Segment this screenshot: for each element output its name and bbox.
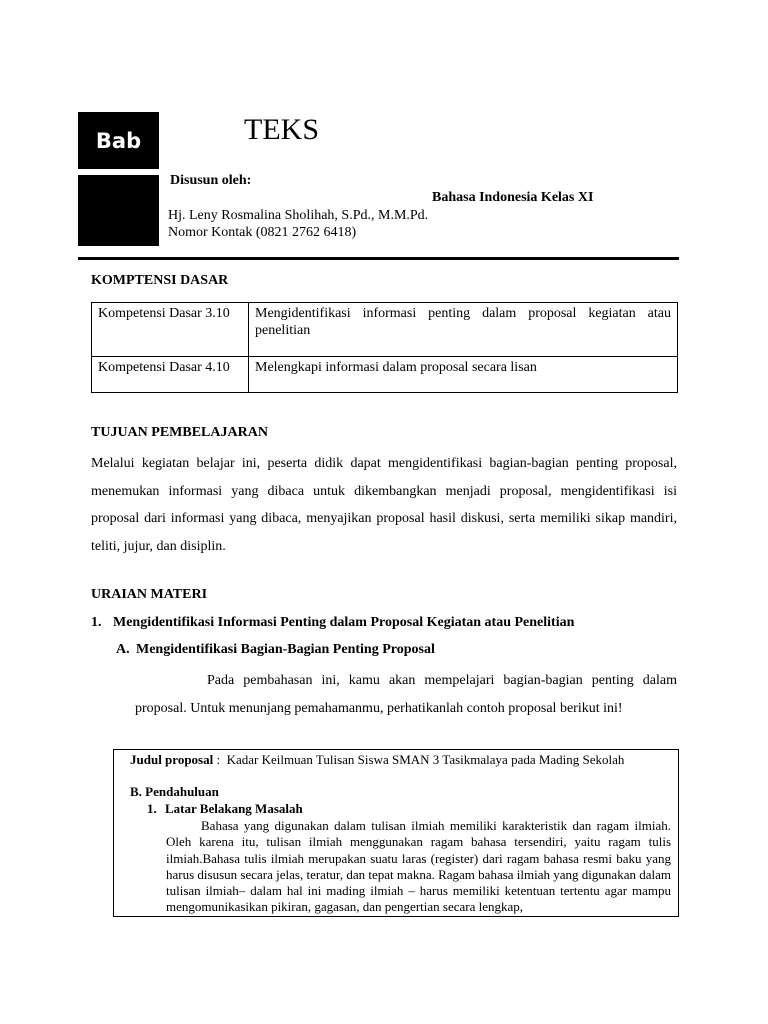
table-cell-deskripsi: Melengkapi informasi dalam proposal secara lisan: [249, 357, 678, 393]
tujuan-heading: TUJUAN PEMBELAJARAN: [91, 425, 268, 440]
proposal-title-separator: :: [213, 752, 227, 767]
uraian-paragraph: Pada pembahasan ini, kamu akan mempelajari bagian-bagian penting dalam proposal. Untuk menunjang pemahamanmu, perhatikanlah contoh proposal berikut ini!: [135, 673, 677, 716]
kompetensi-table: [91, 302, 678, 393]
proposal-example-box: [113, 749, 679, 917]
list-item-text: Mengidentifikasi Informasi Penting dalam Proposal Kegiatan atau Penelitian: [113, 615, 575, 630]
list-item-text: Mengidentifikasi Bagian-Bagian Penting Proposal: [136, 642, 435, 657]
list-number: 1.: [91, 615, 102, 630]
table-row: [92, 357, 678, 393]
table-cell-deskripsi: Mengidentifikasi informasi penting dalam proposal kegiatan atau penelitian: [249, 303, 678, 357]
subject-title: Bahasa Indonesia Kelas XI: [432, 190, 594, 205]
uraian-heading: URAIAN MATERI: [91, 587, 208, 602]
subsection-title: Latar Belakang Masalah: [165, 801, 303, 816]
subsection-number: 1.: [147, 801, 157, 816]
proposal-title-line: [130, 752, 624, 768]
author-contact: Nomor Kontak (0821 2762 6418): [168, 225, 357, 240]
author-label: Disusun oleh:: [170, 173, 252, 188]
chapter-label-box: [78, 112, 159, 169]
table-row: [92, 303, 678, 357]
list-item: [91, 615, 574, 631]
proposal-title-label: Judul proposal: [130, 752, 214, 767]
proposal-title-text: Kadar Keilmuan Tulisan Siswa SMAN 3 Tasikmalaya pada Mading Sekolah: [226, 752, 625, 767]
author-block: [168, 207, 428, 241]
list-letter: A.: [116, 642, 130, 657]
proposal-subsection-heading: [147, 801, 303, 817]
kompetensi-heading: KOMPTENSI DASAR: [91, 273, 229, 288]
header-divider: [78, 257, 679, 260]
chapter-label: Bab: [95, 128, 142, 153]
list-item: [116, 642, 435, 658]
page-title: TEKS: [244, 113, 319, 146]
table-cell-kode: Kompetensi Dasar 4.10: [92, 357, 249, 393]
table-cell-kode: Kompetensi Dasar 3.10: [92, 303, 249, 357]
author-name: Hj. Leny Rosmalina Sholihah, S.Pd., M.M.Pd.: [168, 208, 429, 223]
chapter-number-box: [78, 175, 159, 246]
proposal-body-text: Bahasa yang digunakan dalam tulisan ilmiah memiliki karakteristik dan ragam ilmiah. Oleh karena itu, tulisan ilmiah menggunakan ragam bahasa tersendiri, yaitu ragam tulis ilmiah.Bahasa tulis ilmiah merupakan suatu laras (register) dari ragam bahasa resmi baku yang harus disusun secara jelas, teratur, dan tepat makna. Ragam bahasa ilmiah yang digunakan dalam tulisan ilmiah– dalam hal ini mading ilmiah – harus memiliki ketentuan tertentu agar mampu mengomunikasikan pikiran, gagasan, dan pengertian secara lengkap,: [166, 818, 671, 915]
tujuan-paragraph: Melalui kegiatan belajar ini, peserta didik dapat mengidentifikasi bagian-bagian penting proposal, menemukan informasi yang dibaca untuk dikembangkan menjadi proposal, mengidentifikasi isi proposal dari informasi yang dibaca, menyajikan proposal hasil diskusi, serta memiliki sikap mandiri, teliti, jujur, dan disiplin.: [91, 456, 677, 554]
proposal-section-heading: B. Pendahuluan: [130, 784, 219, 799]
